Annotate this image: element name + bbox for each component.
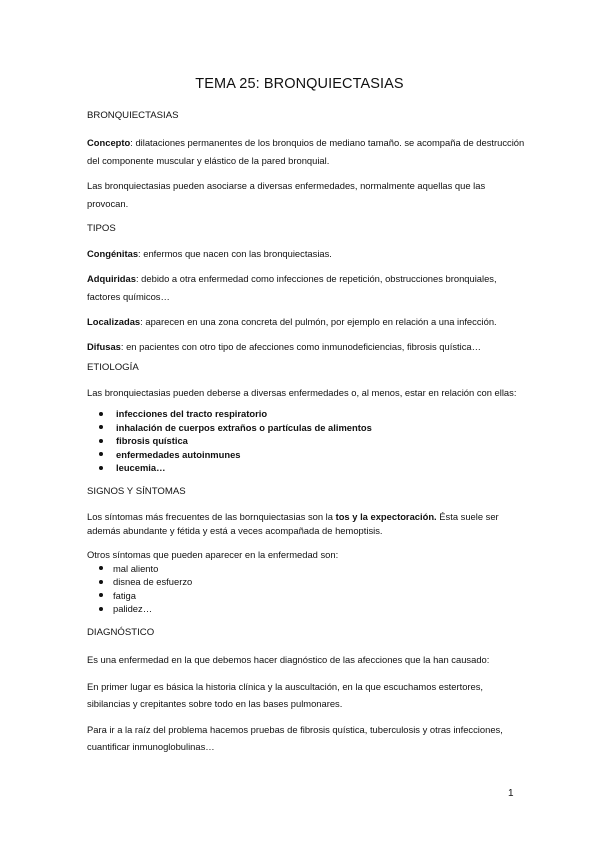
paragraph-otros-sintomas: Otros síntomas que pueden aparecer en la enfermedad son: (87, 548, 339, 560)
text-congenitas: : enfermos que nacen con las bronquiectasias. (138, 248, 332, 259)
paragraph-diagnostico-2: En primer lugar es básica la historia clínica y la auscultación, en la que escuchamos estertores, sibilancias y crepitantes sobre todo en las bases pulmonares. (87, 680, 484, 709)
heading-bronquiectasias: BRONQUIECTASIAS (87, 110, 179, 121)
list-item: fatiga (87, 589, 527, 603)
paragraph-difusas (87, 338, 527, 356)
text-sintomas-bold: tos y la expectoración. (335, 510, 437, 522)
heading-diagnostico: DIAGNÓSTICO (87, 626, 155, 638)
text-adquiridas: : debido a otra enfermedad como infecciones de repetición, obstrucciones bronquiales, factores químicos… (87, 273, 497, 302)
paragraph-adquiridas (87, 270, 527, 306)
text-sintomas-c: Ésta suele ser además abundante y fétida y está a veces acompañada de hemoptisis. (87, 510, 499, 536)
heading-signos-sintomas: SIGNOS Y SÍNTOMAS (87, 485, 186, 497)
text-localizadas: : aparecen en una zona concreta del pulmón, por ejemplo en relación a una infección. (140, 316, 497, 327)
label-localizadas: Localizadas (87, 316, 141, 327)
text-concepto: : dilataciones permanentes de los bronquios de mediano tamaño. se acompaña de destrucción del componente muscular y elástico de la pared bronquial. (87, 137, 525, 166)
text-difusas: : en pacientes con otro tipo de afecciones como inmunodeficiencias, fibrosis quística… (120, 341, 481, 352)
paragraph-asociacion: Las bronquiectasias pueden asociarse a diversas enfermedades, normalmente aquellas que las provocan. (87, 180, 486, 209)
list-item: mal aliento (87, 562, 527, 576)
paragraph-sintomas-frecuentes (87, 510, 527, 538)
label-adquiridas: Adquiridas (87, 273, 136, 284)
paragraph-diagnostico-1: Es una enfermedad en la que debemos hacer diagnóstico de las afecciones que la han causado: (87, 653, 490, 665)
list-item: fibrosis quística (87, 434, 527, 448)
paragraph-diagnostico-3: Para ir a la raíz del problema hacemos pruebas de fibrosis quística, tuberculosis y otras infecciones, cuantificar inmunoglobulinas… (87, 723, 503, 752)
heading-tipos: TIPOS (87, 223, 116, 234)
heading-etiologia: ETIOLOGÍA (87, 362, 139, 373)
paragraph-etiologia-intro: Las bronquiectasias pueden deberse a diversas enfermedades o, al menos, estar en relación con ellas: (87, 387, 517, 398)
label-difusas: Difusas (87, 341, 121, 352)
page-number: 1 (508, 788, 514, 799)
list-item: inhalación de cuerpos extraños o partículas de alimentos (87, 421, 527, 435)
paragraph-concepto (87, 134, 527, 170)
list-item: enfermedades autoinmunes (87, 448, 527, 462)
list-etiologia (87, 407, 527, 475)
document-title: TEMA 25: BRONQUIECTASIAS (195, 76, 404, 92)
list-item: disnea de esfuerzo (87, 575, 527, 589)
document-body (87, 107, 527, 755)
paragraph-congenitas (87, 245, 527, 263)
list-item: palidez… (87, 602, 527, 616)
list-item: leucemia… (87, 461, 527, 475)
paragraph-localizadas (87, 313, 527, 331)
label-concepto: Concepto (87, 137, 131, 148)
text-sintomas-a: Los síntomas más frecuentes de las bornquiectasias son la (87, 510, 336, 522)
list-sintomas (87, 562, 527, 616)
label-congenitas: Congénitas (87, 248, 139, 259)
list-item: infecciones del tracto respiratorio (87, 407, 527, 421)
